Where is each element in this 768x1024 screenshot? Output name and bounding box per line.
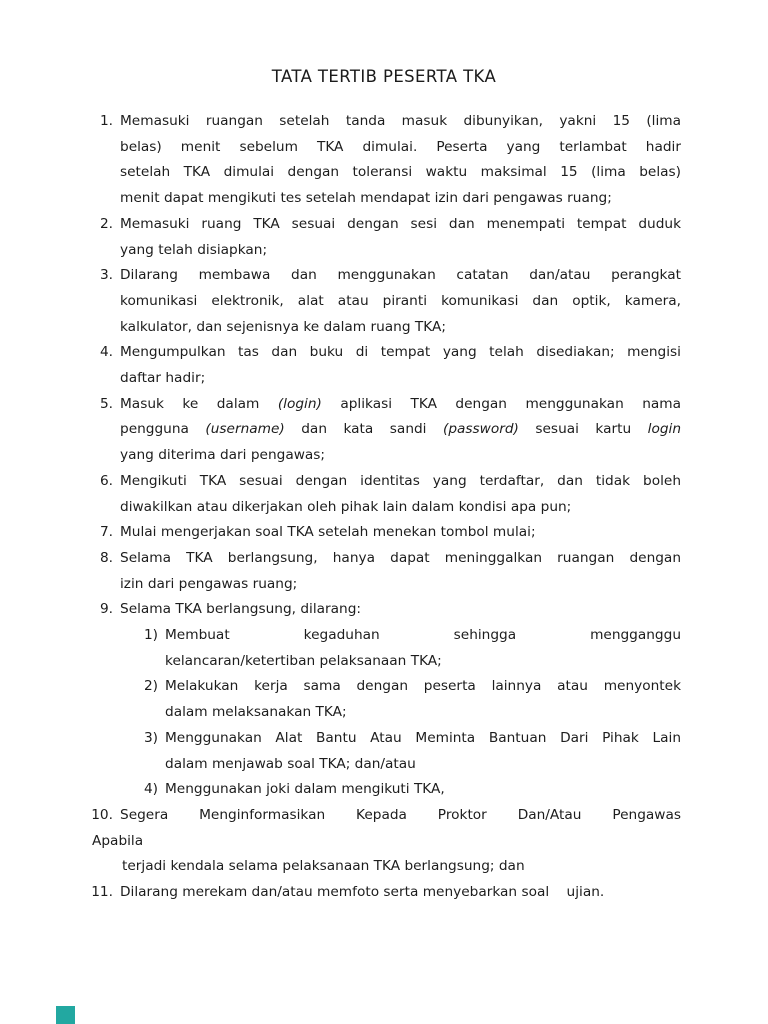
text-line	[120, 315, 681, 341]
text-line	[120, 392, 681, 418]
rule-item	[99, 546, 681, 597]
rule-item	[99, 340, 681, 391]
text-run: Menggunakan Alat Bantu Atau Meminta Bantuan Dari Pihak Lain	[165, 729, 681, 746]
rule-item	[91, 880, 681, 906]
text-line	[120, 417, 681, 443]
rule-item	[99, 212, 681, 263]
text-line	[165, 777, 681, 803]
text-run: Melakukan kerja sama dengan peserta lainnya atau menyontek	[165, 678, 681, 695]
text-run: yang telah disiapkan;	[120, 241, 268, 258]
text-run: Dilarang merekam dan/atau memfoto serta menyebarkan soal ujian.	[120, 884, 605, 901]
text-line	[120, 803, 681, 829]
text-run: menit dapat mengikuti tes setelah mendapat izin dari pengawas ruang;	[120, 190, 612, 207]
document-title: TATA TERTIB PESERTA TKA	[271, 67, 497, 86]
text-run: Memasuki ruangan setelah tanda masuk dibunyikan, yakni 15 (lima	[120, 113, 681, 129]
rule-item	[99, 520, 681, 546]
corner-watermark	[56, 1006, 75, 1024]
text-run: Apabila	[92, 832, 144, 849]
text-run: setelah TKA dimulai dengan toleransi waktu maksimal 15 (lima belas)	[120, 164, 681, 181]
text-line	[165, 623, 681, 649]
item-marker: 4.	[99, 344, 113, 361]
text-run: Mulai mengerjakan soal TKA setelah menekan tombol mulai;	[120, 524, 536, 541]
rule-item	[99, 109, 681, 212]
item-marker: 3.	[99, 267, 113, 284]
text-run: terjadi kendala selama pelaksanaan TKA berlangsung; dan	[122, 858, 525, 875]
rule-item	[99, 392, 681, 469]
item-marker: 2)	[143, 678, 158, 695]
rule-subitem	[143, 674, 681, 725]
text-line	[165, 752, 681, 778]
text-line	[120, 443, 681, 469]
item-marker: 4)	[143, 781, 158, 798]
text-run: Selama TKA berlangsung, dilarang:	[120, 601, 362, 618]
item-marker: 2.	[99, 215, 113, 232]
text-run: kelancaran/ketertiban pelaksanaan TKA;	[165, 652, 442, 669]
text-line	[120, 263, 681, 289]
italic-text-run: (username)	[205, 421, 285, 438]
text-run: Memasuki ruang TKA sesuai dengan sesi dan menempati tempat duduk	[120, 215, 681, 232]
rule-subitem	[143, 726, 681, 777]
italic-text-run: (login)	[277, 395, 322, 412]
text-run: yang diterima dari pengawas;	[120, 447, 326, 464]
item-marker: 11.	[91, 884, 113, 901]
text-line	[165, 649, 681, 675]
rule-item	[91, 803, 681, 880]
item-marker: 5.	[99, 395, 113, 412]
text-run: Mengikuti TKA sesuai dengan identitas yang terdaftar, dan tidak boleh	[120, 472, 681, 489]
text-run: pengguna	[120, 421, 206, 438]
text-run: belas) menit sebelum TKA dimulai. Peserta yang terlambat hadir	[120, 138, 681, 155]
text-run: Segera Menginformasikan Kepada Proktor Dan/Atau Pengawas	[120, 806, 681, 823]
rule-item	[99, 597, 681, 623]
item-marker: 9.	[99, 601, 113, 618]
item-marker: 10.	[91, 806, 113, 823]
text-run: sesuai kartu	[518, 421, 648, 438]
italic-text-run: (password)	[442, 421, 519, 438]
text-run: Dilarang membawa dan menggunakan catatan dan/atau perangkat	[120, 267, 681, 284]
text-line	[120, 469, 681, 495]
text-line	[92, 829, 681, 855]
text-line	[120, 495, 681, 521]
text-line	[120, 520, 681, 546]
rules-list	[91, 109, 681, 906]
item-marker: 7.	[99, 524, 113, 541]
text-run: dalam melaksanakan TKA;	[165, 704, 347, 721]
text-run: izin dari pengawas ruang;	[120, 575, 298, 592]
text-line	[120, 546, 681, 572]
rule-subitem	[143, 623, 681, 674]
text-run: Masuk ke dalam	[120, 395, 278, 412]
text-line	[165, 700, 681, 726]
text-line	[165, 674, 681, 700]
text-line	[120, 135, 681, 161]
text-line	[120, 366, 681, 392]
rule-item	[99, 469, 681, 520]
text-line	[165, 726, 681, 752]
text-run: aplikasi TKA dengan menggunakan nama	[321, 395, 681, 412]
item-marker: 6.	[99, 472, 113, 489]
text-run: Mengumpulkan tas dan buku di tempat yang telah disediakan; mengisi	[120, 344, 681, 361]
text-line	[120, 880, 681, 906]
text-line	[120, 289, 681, 315]
text-run: kalkulator, dan sejenisnya ke dalam ruang TKA;	[120, 318, 446, 335]
text-line	[120, 238, 681, 264]
text-line	[120, 160, 681, 186]
item-marker: 3)	[143, 729, 158, 746]
text-run: Menggunakan joki dalam mengikuti TKA,	[165, 781, 445, 798]
text-line	[120, 572, 681, 598]
text-line	[120, 340, 681, 366]
text-line	[120, 597, 681, 623]
item-marker: 1)	[143, 627, 158, 644]
text-line	[120, 186, 681, 212]
italic-text-run: login	[647, 421, 681, 438]
text-run: komunikasi elektronik, alat atau piranti komunikasi dan optik, kamera,	[120, 292, 681, 309]
text-run: diwakilkan atau dikerjakan oleh pihak lain dalam kondisi apa pun;	[120, 498, 572, 515]
item-marker: 8.	[99, 549, 113, 566]
rule-item	[99, 263, 681, 340]
text-run: Selama TKA berlangsung, hanya dapat meninggalkan ruangan dengan	[120, 549, 681, 566]
text-run: Membuat kegaduhan sehingga mengganggu	[165, 627, 681, 644]
text-run: daftar hadir;	[120, 370, 206, 387]
item-marker: 1.	[99, 113, 113, 129]
text-run: dan kata sandi	[284, 421, 443, 438]
text-line	[120, 109, 681, 135]
rule-subitem	[143, 777, 681, 803]
text-line	[122, 854, 681, 880]
text-line	[120, 212, 681, 238]
text-run: dalam menjawab soal TKA; dan/atau	[165, 755, 416, 772]
